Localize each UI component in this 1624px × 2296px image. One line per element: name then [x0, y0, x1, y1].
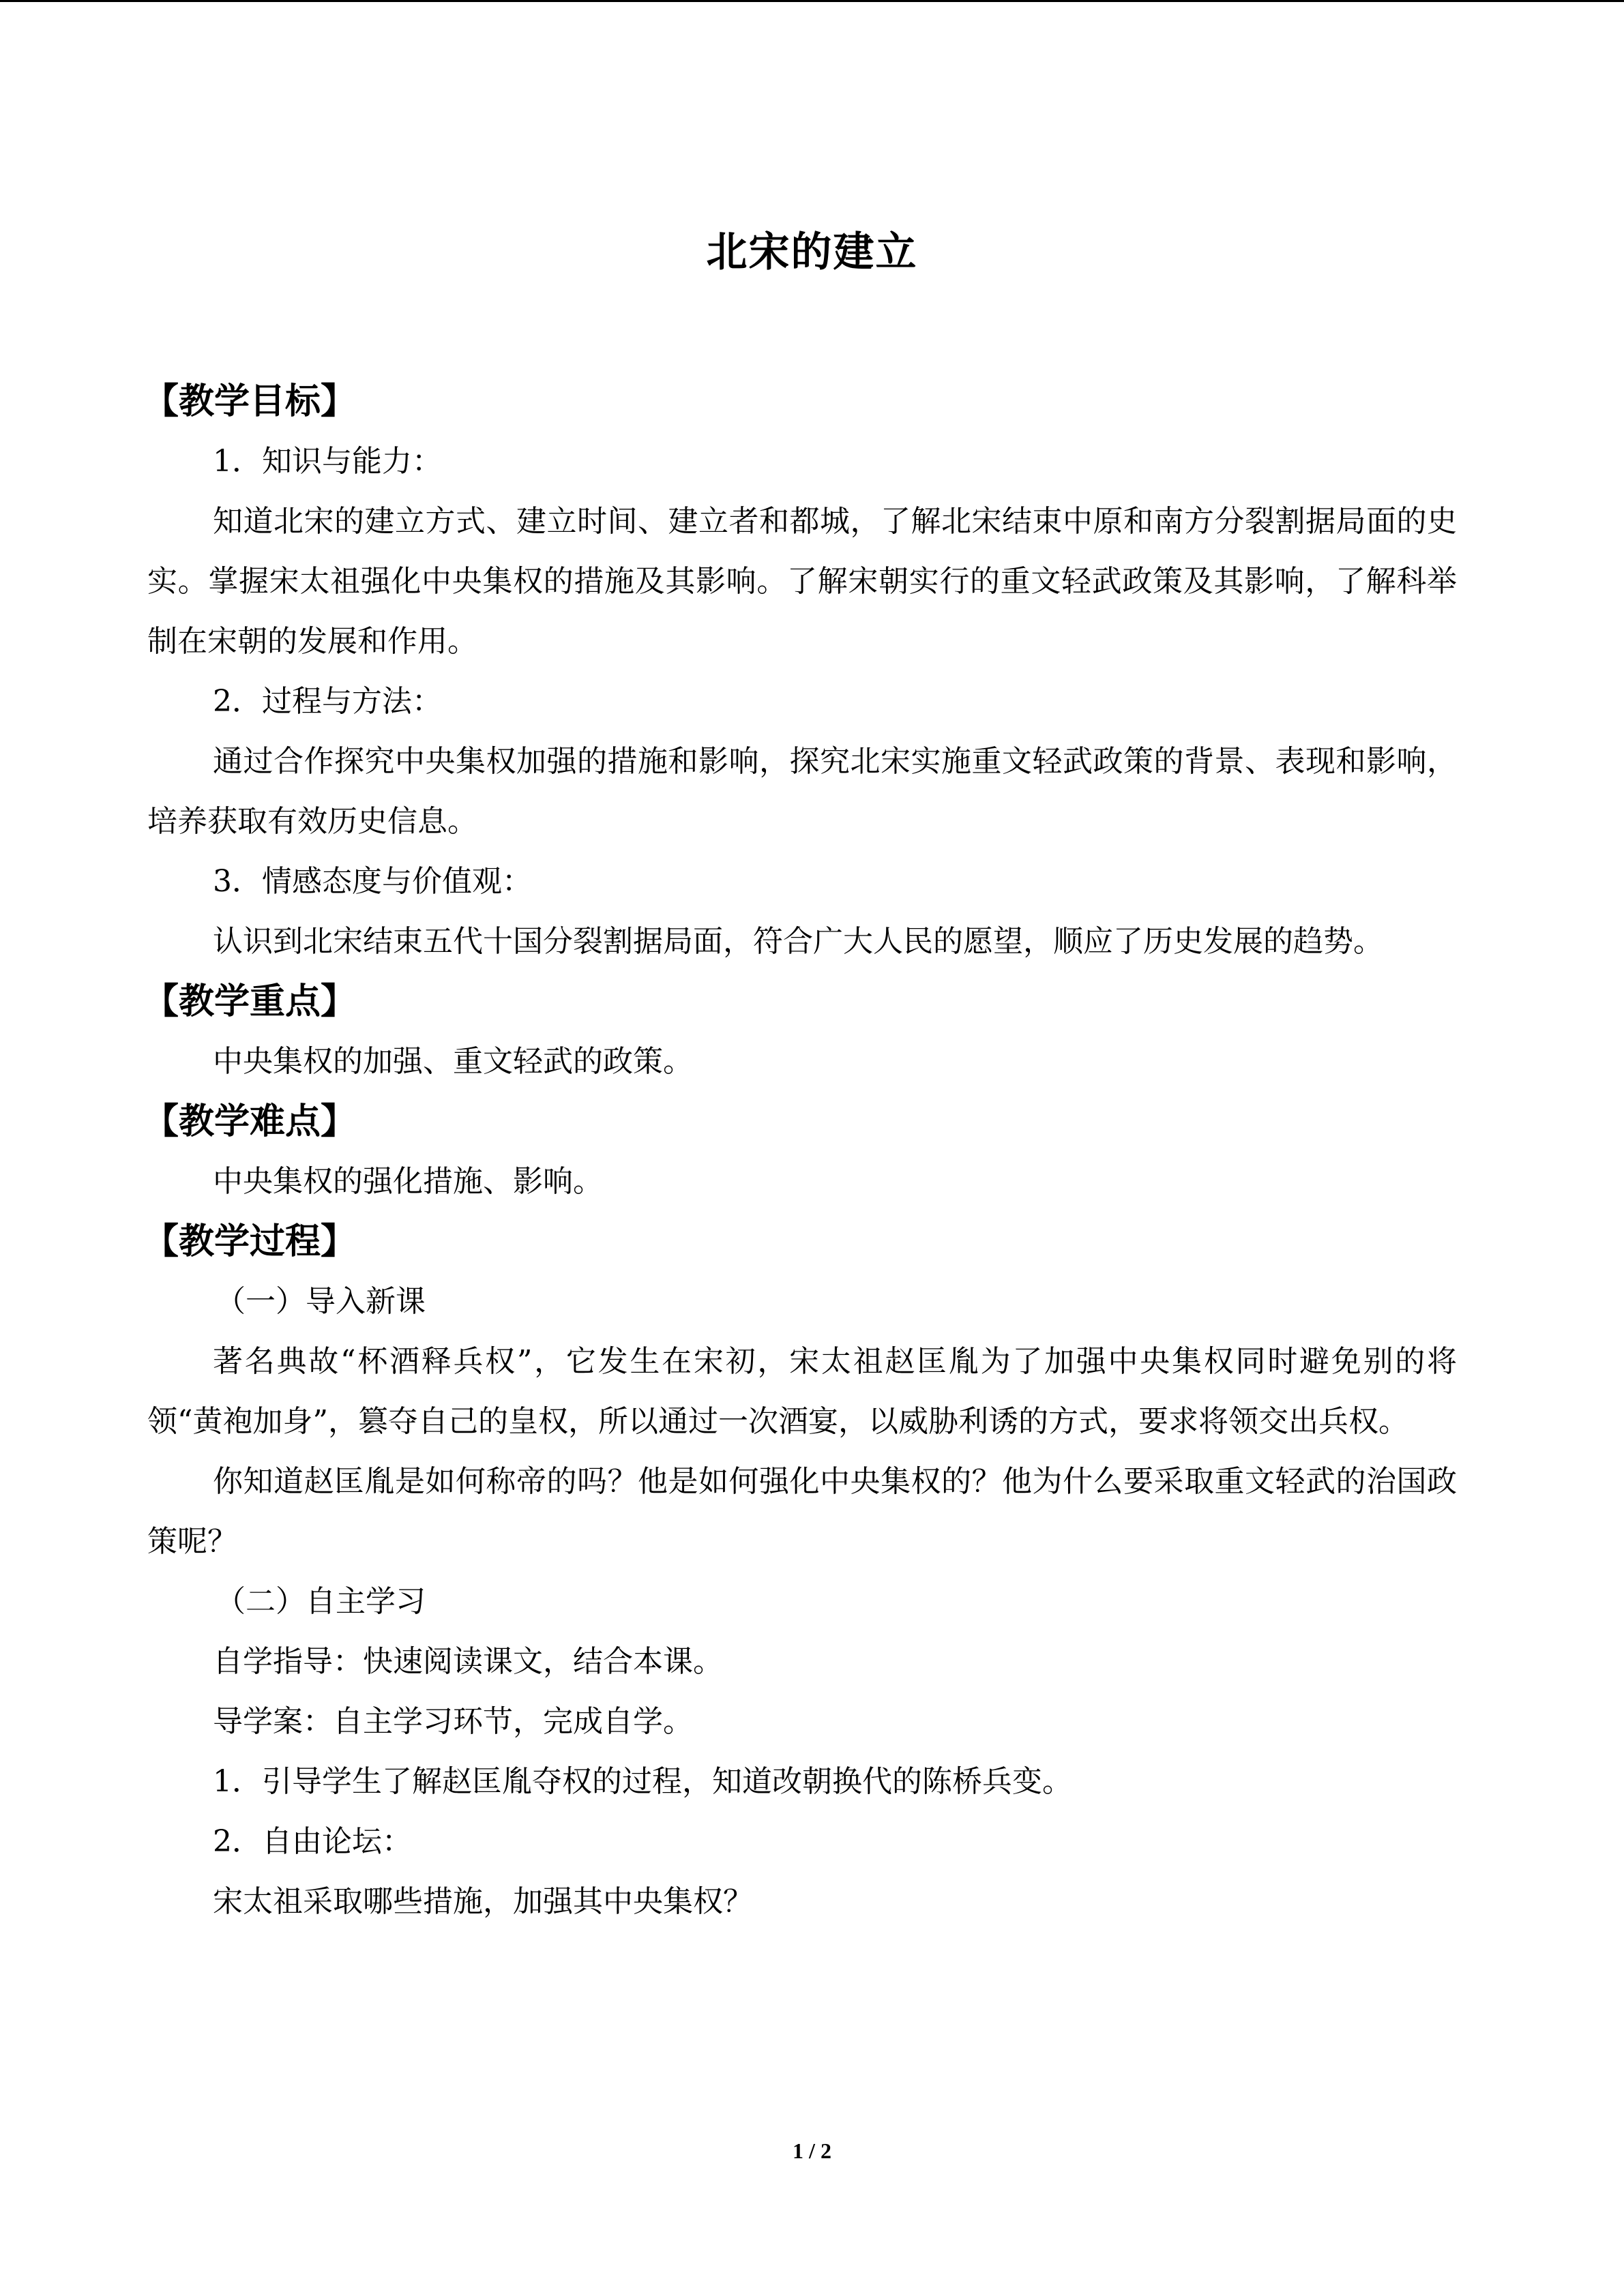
process-part-2-line-5: 宋太祖采取哪些措施，加强其中央集权？ — [213, 1884, 753, 1919]
document-title: 北宋的建立 — [706, 228, 918, 276]
objectives-heading: 【教学目标】 — [143, 381, 357, 422]
process-part-1-paragraph-2: 你知道赵匡胤是如何称帝的吗？他是如何强化中央集权的？他为什么要采取重文轻武的治国政策呢？ — [147, 1464, 1457, 1559]
objective-1-label: 1．知识与能力： — [213, 444, 442, 479]
objective-2-label: 2．过程与方法： — [213, 684, 442, 719]
top-border-line — [0, 0, 1624, 2]
process-part-2-line-4: 2．自由论坛： — [213, 1824, 412, 1859]
key-points-heading: 【教学重点】 — [143, 981, 357, 1022]
process-part-2-line-2: 导学案：自主学习环节，完成自学。 — [213, 1704, 693, 1739]
process-part-2-line-1: 自学指导：快速阅读课文，结合本课。 — [213, 1644, 723, 1679]
process-part-2-label: （二）自主学习 — [216, 1584, 426, 1619]
objective-3-text: 认识到北宋结束五代十国分裂割据局面，符合广大人民的愿望，顺应了历史发展的趋势。 — [213, 924, 1383, 959]
process-part-1-label: （一）导入新课 — [216, 1284, 426, 1319]
process-part-2-line-3: 1．引导学生了解赵匡胤夺权的过程，知道改朝换代的陈桥兵变。 — [213, 1764, 1072, 1799]
page-number: 1 / 2 — [793, 2138, 831, 2163]
objective-3-label: 3．情感态度与价值观： — [213, 864, 532, 899]
difficulties-text: 中央集权的强化措施、影响。 — [213, 1164, 603, 1199]
process-heading: 【教学过程】 — [143, 1221, 357, 1262]
key-points-text: 中央集权的加强、重文轻武的政策。 — [213, 1044, 693, 1079]
document-body — [143, 372, 1457, 1932]
objective-1-text: 知道北宋的建立方式、建立时间、建立者和都城，了解北宋结束中原和南方分裂割据局面的史实。掌握宋太祖强化中央集权的措施及其影响。了解宋朝实行的重文轻武政策及其影响，了解科举制在宋朝的发展和作用。 — [147, 504, 1457, 659]
objective-2-text: 通过合作探究中央集权加强的措施和影响，探究北宋实施重文轻武政策的背景、表现和影响，培养获取有效历史信息。 — [147, 744, 1457, 839]
difficulties-heading: 【教学难点】 — [143, 1101, 357, 1142]
process-part-1-paragraph-1: 著名典故“杯酒释兵权”，它发生在宋初，宋太祖赵匡胤为了加强中央集权同时避免别的将领“黄袍加身”，篡夺自己的皇权，所以通过一次酒宴，以威胁利诱的方式，要求将领交出兵权。 — [147, 1344, 1457, 1439]
